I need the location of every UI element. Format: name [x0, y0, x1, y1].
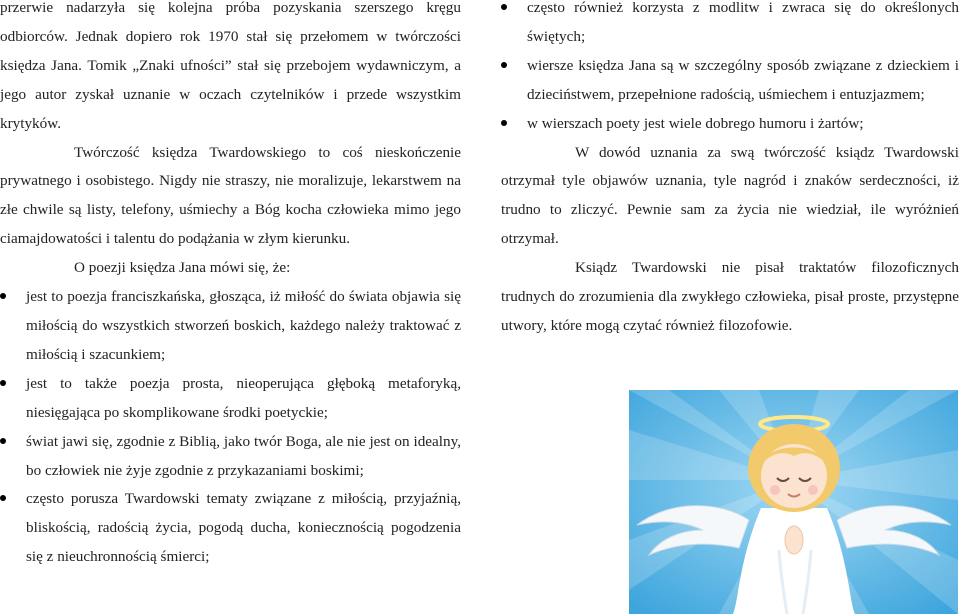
paragraph-private: Twórczość księdza Twardowskiego to coś nieskończenie prywatnego i osobistego. Nigdy nie straszy, nie moralizuje, lekarstwem na złe chwile są listy, telefony, uśmiechy a Bóg kocha człowieka mimo jego ciamajdowatości i talentu do podążania w złym kierunku.	[0, 143, 461, 248]
bullet-icon	[0, 438, 6, 444]
left-cheek	[770, 485, 780, 495]
bullet-icon	[501, 4, 507, 10]
list-item: w wierszach poety jest wiele dobrego humoru i żartów;	[501, 110, 959, 139]
praying-hands	[785, 526, 803, 554]
left-column	[0, 0, 461, 572]
paragraph-simple-works: Ksiądz Twardowski nie pisał traktatów filozoficznych trudnych do zrozumienia dla zwykłego człowieka, pisał proste, przystępne utwory, które mogą czytać również filozofowie.	[501, 259, 959, 334]
angel-illustration-icon	[629, 390, 958, 614]
bullet-icon	[501, 62, 507, 68]
list-item: wiersze księdza Jana są w szczególny sposób związane z dzieckiem i dzieciństwem, przepełnione radością, uśmiechem i entuzjazmem;	[501, 52, 959, 110]
list-item: jest to poezja franciszkańska, głosząca, iż miłość do świata objawia się miłością do wszystkich stworzeń boskich, każdego należy traktować z miłością i szacunkiem;	[0, 283, 461, 370]
list-item: świat jawi się, zgodnie z Biblią, jako twór Boga, ale nie jest on idealny, bo człowiek nie żyje zgodnie z przykazaniami boskimi;	[0, 428, 461, 486]
paragraph-poetry-intro: O poezji księdza Jana mówi się, że:	[74, 259, 291, 277]
right-cheek	[808, 485, 818, 495]
poetry-features-list	[0, 283, 461, 572]
list-item: jest to także poezja prosta, nieoperująca głęboką metaforyką, niesięgająca po skomplikowane środki poetyckie;	[0, 370, 461, 428]
list-item: często również korzysta z modlitw i zwraca się do określonych świętych;	[501, 0, 959, 52]
bullet-icon	[0, 495, 6, 501]
poetry-features-list-continued	[501, 0, 959, 139]
bullet-icon	[0, 293, 6, 299]
bullet-icon	[501, 120, 507, 126]
right-column	[501, 0, 959, 341]
bullet-icon	[0, 380, 6, 386]
paragraph-intro: przerwie nadarzyła się kolejna próba pozyskania szerszego kręgu odbiorców. Jednak dopiero rok 1970 stał się przełomem w twórczości księdza Jana. Tomik „Znaki ufności” stał się przebojem wydawniczym, a jego autor zyskał uznanie w oczach czytelników i przede wszystkim krytyków.	[0, 0, 461, 132]
list-item: często porusza Twardowski tematy związane z miłością, przyjaźnią, bliskością, radością życia, pogodą ducha, koniecznością pogodzenia się z nieuchronnością śmierci;	[0, 485, 461, 572]
paragraph-awards: W dowód uznania za swą twórczość ksiądz Twardowski otrzymał tyle objawów uznania, tyle nagród i znaków serdeczności, iż trudno to zliczyć. Pewnie sam za życia nie wiedział, ile wyróżnień otrzymał.	[501, 143, 959, 248]
